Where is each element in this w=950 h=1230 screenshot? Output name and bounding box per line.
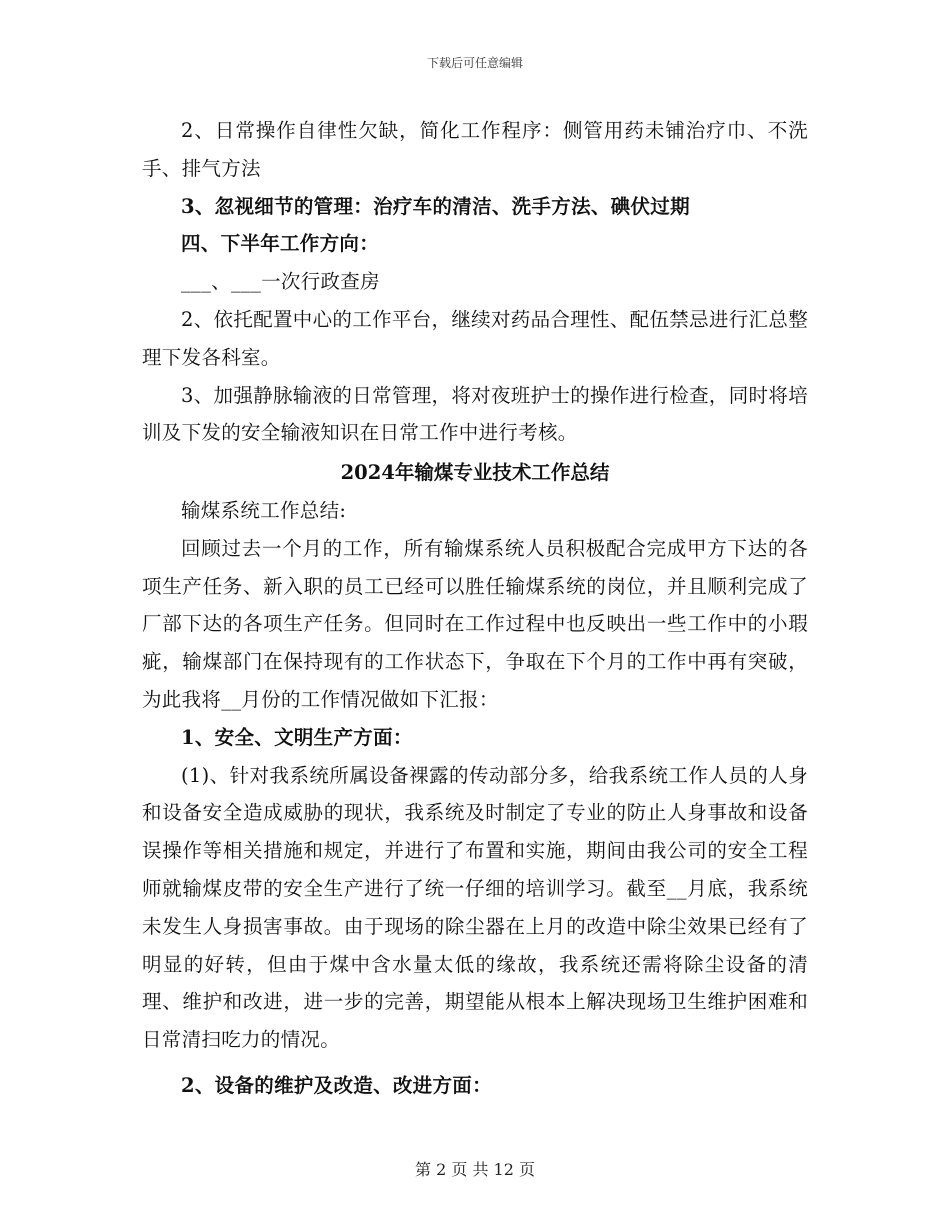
paragraph-routine-discipline: 2、日常操作自律性欠缺，简化工作程序：侧管用药未铺治疗巾、不洗手、排气方法 [142, 119, 808, 180]
section-heading-second-half-plan: 四、下半年工作方向： [181, 232, 380, 256]
paragraph-admin-rounds: ___、___一次行政查房 [181, 270, 380, 294]
paragraph-safety-measures: (1)、针对我系统所属设备裸露的传动部分多，给我系统工作人员的人身和设备安全造成威胁的现状，我系统及时制定了专业的防止人身事故和设备误操作等相关措施和规定，并进行了布置和实施，期间由我公司的安全工程师就输煤皮带的安全生产进行了统一仔细的培训学习。截至__月底，我系统未发生人身损害事故。由于现场的除尘器在上月的改造中除尘效果已经有了明显的好转，但由于煤中含水量太低的缘故，我系统还需将除尘设备的清理、维护和改进，进一步的完善，期望能从根本上解决现场卫生维护困难和日常清扫吃力的情况。 [142, 763, 808, 1052]
page-header: 下载后可任意编辑 [426, 56, 523, 70]
spacer [142, 1059, 808, 1067]
paragraph-iv-management: 3、加强静脉输液的日常管理，将对夜班护士的操作进行检查，同时将培训及下发的安全输液知识在日常工作中进行考核。 [142, 383, 808, 445]
section-heading-safety: 1、安全、文明生产方面： [181, 725, 413, 749]
section-heading-equipment: 2、设备的维护及改造、改进方面： [181, 1073, 492, 1097]
document-body [142, 112, 808, 1105]
document-title: 2024年输煤专业技术工作总结 [340, 461, 610, 485]
paragraph-summary-intro: 输煤系统工作总结: [181, 498, 347, 522]
paragraph-config-center: 2、依托配置中心的工作平台，继续对药品合理性、配伍禁忌进行汇总整理下发各科室。 [142, 307, 808, 369]
page-number: 第 2 页 共 12 页 [415, 1160, 535, 1179]
paragraph-detail-management: 3、忽视细节的管理：治疗车的清洁、洗手方法、碘伏过期 [181, 194, 690, 218]
paragraph-month-review: 回顾过去一个月的工作，所有输煤系统人员积极配合完成甲方下达的各项生产任务、新入职的员工已经可以胜任输煤系统的岗位，并且顺利完成了厂部下达的各项生产任务。但同时在工作过程中也反映出一些工作中的小瑕疵，输煤部门在保持现有的工作状态下，争取在下个月的工作中再有突破，为此我将__月份的工作情况做如下汇报： [142, 536, 808, 711]
